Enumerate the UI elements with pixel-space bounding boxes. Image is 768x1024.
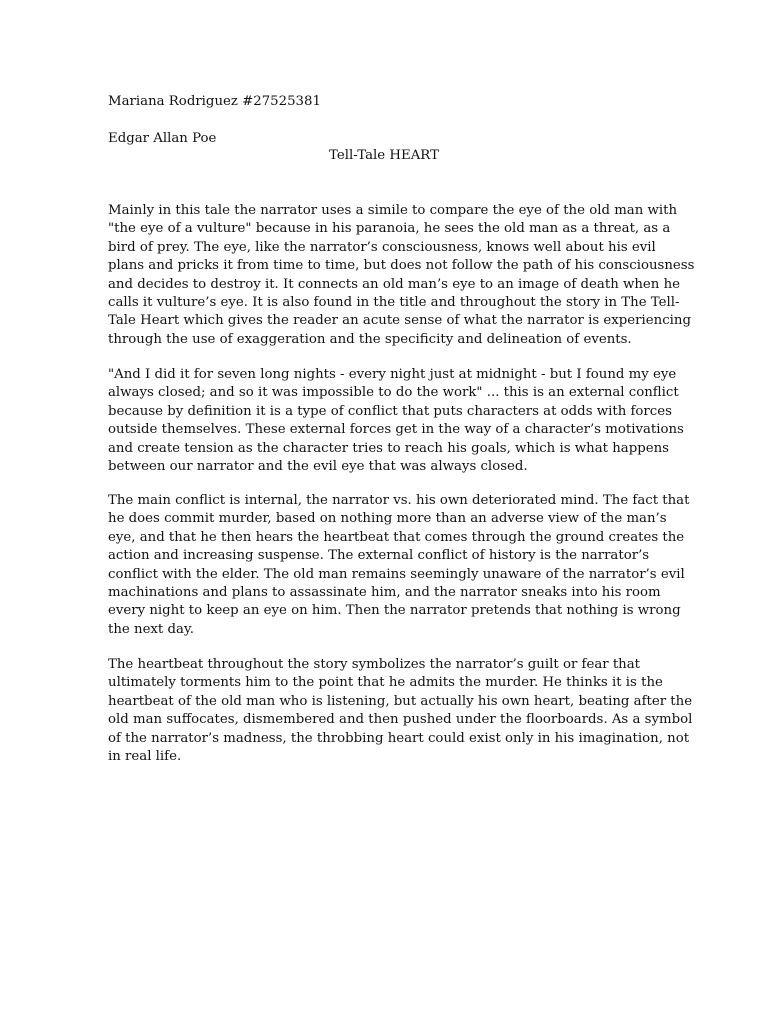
paragraph-3	[108, 492, 690, 639]
paragraph-line: plans and pricks it from time to time, but does not follow the path of his consciousness	[108, 258, 695, 274]
paragraph-line: "the eye of a vulture" because in his paranoia, he sees the old man as a threat, as a	[108, 221, 671, 237]
paragraph-line: in real life.	[108, 749, 182, 765]
paragraph-line: eye, and that he then hears the heartbeat that comes through the ground creates the	[108, 529, 685, 545]
paragraph-line: conflict with the elder. The old man remains seemingly unaware of the narrator’s evil	[108, 566, 685, 582]
paragraph-line: machinations and plans to assassinate him, and the narrator sneaks into his room	[108, 585, 661, 601]
paragraph-line: heartbeat of the old man who is listening, but actually his own heart, beating after the	[108, 693, 693, 709]
paragraph-line: ultimately torments him to the point that he admits the murder. He thinks it is the	[108, 675, 663, 691]
paragraph-line: calls it vulture’s eye. It is also found in the title and throughout the story in The Tell-	[108, 295, 680, 311]
paragraph-line: bird of prey. The eye, like the narrator’s consciousness, knows well about his evil	[108, 239, 656, 255]
paragraph-line: the next day.	[108, 621, 194, 637]
paragraph-line: and create tension as the character tries to reach his goals, which is what happens	[108, 440, 669, 456]
paragraph-4	[108, 656, 693, 766]
paragraph-line: every night to keep an eye on him. Then the narrator pretends that nothing is wrong	[108, 603, 681, 619]
paragraph-line: because by definition it is a type of conflict that puts characters at odds with forces	[108, 403, 672, 419]
paragraph-line: outside themselves. These external forces get in the way of a character’s motivations	[108, 422, 684, 438]
paragraph-line: Tale Heart which gives the reader an acute sense of what the narrator is experiencing	[108, 313, 691, 329]
paragraph-line: of the narrator’s madness, the throbbing heart could exist only in his imagination, not	[108, 730, 690, 746]
paragraph-line: and decides to destroy it. It connects an old man’s eye to an image of death when he	[108, 276, 681, 292]
paragraph-line: action and increasing suspense. The external conflict of history is the narrator’s	[108, 548, 650, 564]
paragraph-line: The heartbeat throughout the story symbolizes the narrator’s guilt or fear that	[108, 657, 641, 672]
paragraph-2	[108, 366, 684, 476]
author-name: Mariana Rodriguez #27525381	[108, 94, 321, 109]
paragraph-line: The main conflict is internal, the narrator vs. his own deteriorated mind. The fact that	[108, 493, 690, 508]
paragraph-line: Mainly in this tale the narrator uses a simile to compare the eye of the old man with	[108, 203, 678, 218]
paragraph-line: old man suffocates, dismembered and then pushed under the floorboards. As a symbol	[108, 712, 693, 728]
paragraph-line: through the use of exaggeration and the specificity and delineation of events.	[108, 331, 632, 347]
paragraph-line: "And I did it for seven long nights - every night just at midnight - but I found my eye	[108, 367, 677, 382]
paragraph-1	[108, 202, 695, 349]
paragraph-line: he does commit murder, based on nothing more than an adverse view of the man’s	[108, 511, 667, 527]
document-title: Tell-Tale HEART	[329, 148, 439, 163]
paragraph-line: between our narrator and the evil eye that was always closed.	[108, 459, 528, 475]
paragraph-line: always closed; and so it was impossible to do the work" ... this is an external conflict	[108, 385, 679, 401]
subject-line: Edgar Allan Poe	[108, 131, 217, 146]
